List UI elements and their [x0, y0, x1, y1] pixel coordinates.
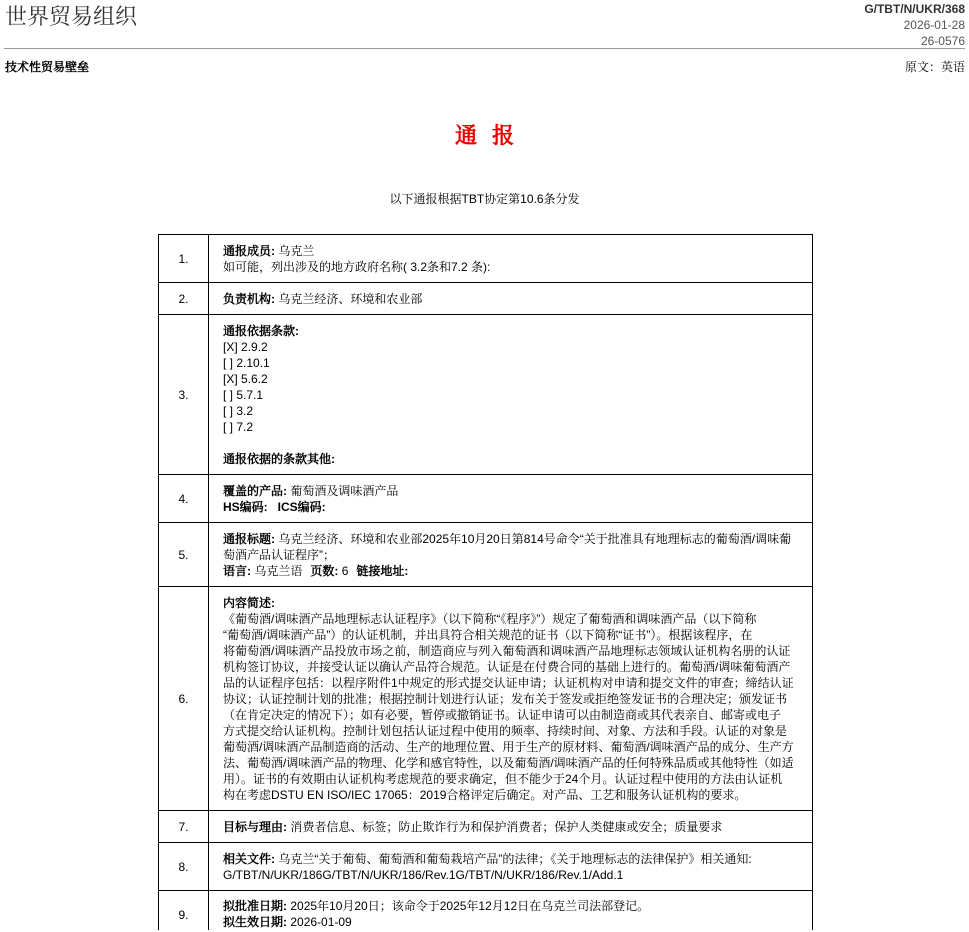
- clause-number: 5.6.2: [241, 372, 268, 386]
- notification-item-4: [159, 475, 813, 523]
- entry-into-force-label: 拟生效日期:: [223, 915, 287, 929]
- title-cell: [209, 523, 813, 587]
- notified-under-other-line: [223, 451, 802, 467]
- adoption-date-value: 2025年10月20日；该命令于2025年12月12日在乌克兰司法部登记。: [290, 899, 650, 913]
- description-line: 葡萄酒/调味酒产品制造商的活动、生产的地理位置、用于生产的原材料、葡萄酒/调味酒产品的成分、生产方: [223, 740, 794, 754]
- item-number: 7.: [159, 811, 209, 843]
- notifying-member-cell: [209, 235, 813, 283]
- notification-item-7: [159, 811, 813, 843]
- organization-name: 世界贸易组织: [5, 4, 138, 29]
- document-reference-block: [864, 1, 965, 49]
- description-line: 协议；认证控制计划的批准；根据控制计划进行认证；发布关于签发或拒绝签发证书的合理决定；颁发证书: [223, 692, 788, 706]
- description-line: “葡萄酒/调味酒产品”）的认证机制，并出具符合相关规范的证书（以下简称“证书”）。根据该程序，在: [223, 628, 753, 642]
- clause-number: 2.9.2: [241, 340, 268, 354]
- responsible-agency-value: 乌克兰经济、环境和农业部: [278, 292, 423, 306]
- notified-under-label: 通报依据条款:: [223, 324, 299, 338]
- description-label-line: [223, 595, 802, 611]
- item-number: 5.: [159, 523, 209, 587]
- description-line: 机构签订协议，并接受认证以确认产品符合规范。认证是在付费合同的基础上进行的。葡萄酒/调味葡萄酒产: [223, 660, 791, 674]
- products-covered-label: 覆盖的产品:: [223, 484, 287, 498]
- language-value: 乌克兰语: [254, 564, 303, 578]
- document-date: 2026-01-28: [903, 18, 965, 32]
- relevant-documents-label: 相关文件:: [223, 852, 275, 866]
- notification-title-line: [223, 531, 802, 563]
- document-number: 26-0576: [920, 34, 965, 48]
- products-covered-line: [223, 483, 802, 499]
- notification-table-body: [159, 235, 813, 931]
- clause-checkbox-mark: [ ]: [223, 404, 234, 418]
- ics-code-label: ICS编码:: [277, 500, 326, 514]
- clause-checkbox-mark: [ ]: [223, 356, 234, 370]
- clause-checkbox-mark: [X]: [223, 372, 238, 386]
- responsible-agency-line: [223, 291, 802, 307]
- relevant-documents-value: 乌克兰“关于葡萄、葡萄酒和葡萄栽培产品”的法律；《关于地理标志的法律保护》相关通知:: [278, 852, 752, 866]
- clause-item: [223, 355, 802, 371]
- objective-line: [223, 819, 802, 835]
- products-covered-value: 葡萄酒及调味酒产品: [290, 484, 399, 498]
- distribution-note: 以下通报根据TBT协定第10.6条分发: [389, 192, 580, 206]
- description-line: 将葡萄酒/调味酒产品投放市场之前，制造商应与列入葡萄酒和调味酒产品地理标志领域认证机构名册的认证: [223, 644, 791, 658]
- description-line: 品的认证程序包括：以程序附件1中规定的形式提交认证申请；认证机构对申请和提交文件的审查；缔结认证: [223, 676, 794, 690]
- responsible-agency-label: 负责机构:: [223, 292, 275, 306]
- notification-item-3: [159, 315, 813, 475]
- clause-number: 2.10.1: [236, 356, 270, 370]
- notification-title-label: 通报标题:: [223, 532, 275, 546]
- entry-into-force-line: [223, 914, 802, 930]
- committee-name: 技术性贸易壁垒: [5, 60, 90, 74]
- responsible-agency-cell: [209, 283, 813, 315]
- item-number: 1.: [159, 235, 209, 283]
- link-label: 链接地址:: [356, 564, 409, 578]
- notification-title-value: 乌克兰经济、环境和农业部2025年10月20日第814号命令“关于批准具有地理标志的葡萄酒/调味葡萄酒产品认证程序”；: [223, 532, 792, 562]
- page-title: 通 报: [454, 123, 515, 148]
- objective-label: 目标与理由:: [223, 820, 287, 834]
- clause-checkbox-mark: [X]: [223, 340, 238, 354]
- notified-under-other-label: 通报依据的条款其他:: [223, 452, 335, 466]
- entry-into-force-value: 2026-01-09: [290, 915, 352, 929]
- related-notifications: G/TBT/N/UKR/186G/TBT/N/UKR/186/Rev.1G/TBT/N/UKR/186/Rev.1/Add.1: [223, 868, 624, 882]
- description-line: 构在考虑DSTU EN ISO/IEC 17065：2019合格评定后确定。对产品、工艺和服务认证机构的要求。: [223, 788, 747, 802]
- codes-line: [223, 499, 802, 515]
- document-symbol: G/TBT/N/UKR/368: [864, 2, 965, 16]
- description-label: 内容简述:: [223, 596, 275, 610]
- relevant-documents-cell: [209, 843, 813, 891]
- notifying-member-label: 通报成员:: [223, 244, 275, 258]
- relevant-documents-line: [223, 851, 802, 867]
- products-covered-cell: [209, 475, 813, 523]
- clause-item: [223, 387, 802, 403]
- notification-item-1: [159, 235, 813, 283]
- adoption-date-line: [223, 898, 802, 914]
- notification-item-6: [159, 587, 813, 811]
- hs-code-label: HS编码:: [223, 500, 268, 514]
- notifying-member-line: [223, 243, 802, 259]
- pages-label: 页数:: [310, 564, 339, 578]
- notified-under-cell: [209, 315, 813, 475]
- clause-item: [223, 419, 802, 435]
- clause-checkbox-mark: [ ]: [223, 420, 234, 434]
- objective-cell: [209, 811, 813, 843]
- dates-cell: [209, 891, 813, 931]
- objective-value: 消费者信息、标签；防止欺诈行为和保护消费者；保护人类健康或安全；质量要求: [290, 820, 723, 834]
- language-pages-link-line: [223, 563, 802, 579]
- notification-table: [158, 234, 813, 930]
- language-label: 语言:: [223, 564, 251, 578]
- description-line: 法、葡萄酒/调味酒产品的物理、化学和感官特性，以及葡萄酒/调味酒产品的任何特殊品质或其他特性（如适: [223, 756, 794, 770]
- item-number: 9.: [159, 891, 209, 931]
- item-number: 6.: [159, 587, 209, 811]
- description-line: 《葡萄酒/调味酒产品地理标志认证程序》（以下简称“《程序》”）规定了葡萄酒和调味酒产品（以下简称: [223, 612, 757, 626]
- original-language: 原文：英语: [904, 60, 965, 74]
- notification-item-5: [159, 523, 813, 587]
- clause-number: 7.2: [236, 420, 254, 434]
- description-cell: [209, 587, 813, 811]
- notification-item-9: [159, 891, 813, 931]
- clause-item: [223, 371, 802, 387]
- description-line: 方式提交给认证机构。控制计划包括认证过程中使用的频率、持续时间、对象、方法和手段。认证的对象是: [223, 724, 788, 738]
- description-line: 用）。证书的有效期由认证机构考虑规范的要求确定，但不能少于24个月。认证过程中使用的方法由认证机: [223, 772, 783, 786]
- adoption-date-label: 拟批准日期:: [223, 899, 287, 913]
- item-number: 8.: [159, 843, 209, 891]
- local-government-note: 如可能，列出涉及的地方政府名称( 3.2条和7.2 条):: [223, 260, 491, 274]
- notifying-member-value: 乌克兰: [278, 244, 315, 258]
- header-divider: [4, 48, 965, 49]
- pages-value: 6: [341, 564, 349, 578]
- clause-checkbox-mark: [ ]: [223, 388, 234, 402]
- clause-number: 5.7.1: [236, 388, 264, 402]
- notification-item-2: [159, 283, 813, 315]
- clause-item: [223, 403, 802, 419]
- clause-item: [223, 339, 802, 355]
- notification-item-8: [159, 843, 813, 891]
- description-line: （在肯定决定的情况下）；如有必要，暂停或撤销证书。认证申请可以由制造商或其代表亲自、邮寄或电子: [223, 708, 782, 722]
- item-number: 3.: [159, 315, 209, 475]
- item-number: 4.: [159, 475, 209, 523]
- clause-number: 3.2: [236, 404, 254, 418]
- item-number: 2.: [159, 283, 209, 315]
- notified-under-line: [223, 323, 802, 339]
